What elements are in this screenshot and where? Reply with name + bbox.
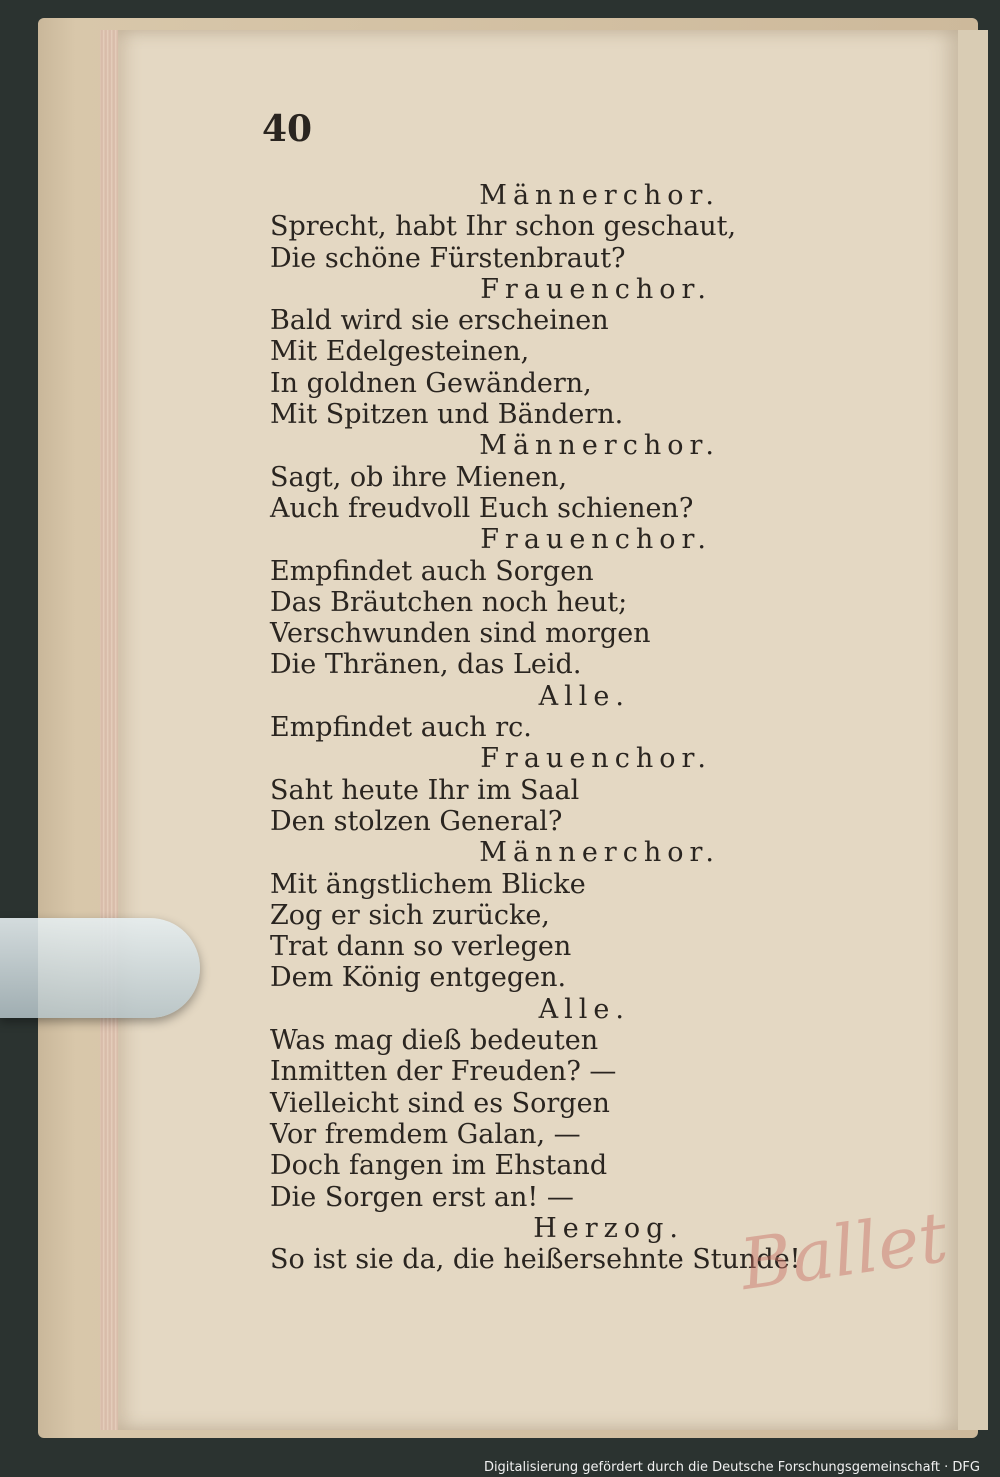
verse-line: Mit ängstlichem Blicke [270, 868, 586, 900]
speaker-label: Herzog. [533, 1212, 684, 1244]
verse-line: Vor fremdem Galan, — [270, 1118, 581, 1150]
verse-line: Was mag dieß bedeuten [270, 1025, 599, 1057]
verse-line: Empfindet auch Sorgen [270, 555, 594, 587]
speaker-label: Alle. [538, 680, 630, 712]
verse-line: Empfindet auch rc. [270, 712, 532, 744]
verse-line: Die Thränen, das Leid. [270, 649, 582, 681]
verse-line: Saht heute Ihr im Saal [270, 774, 580, 806]
verse-line: Das Bräutchen noch heut; [270, 586, 628, 618]
page-number: 40 [262, 108, 313, 150]
speaker-label: Männerchor. [479, 837, 720, 869]
verse-line: Sprecht, habt Ihr schon geschaut, [270, 211, 737, 243]
verse-line: In goldnen Gewändern, [270, 367, 592, 399]
speaker-label: Männerchor. [479, 430, 720, 462]
handwritten-stamp: Ballet [735, 1195, 953, 1307]
verse-line: Trat dann so verlegen [270, 931, 572, 963]
verse-line: Vielleicht sind es Sorgen [270, 1087, 610, 1119]
verse-line: Doch fangen im Ehstand [270, 1150, 608, 1182]
speaker-label: Männerchor. [479, 180, 720, 211]
verse-line: Die schöne Fürstenbraut? [270, 242, 626, 274]
verse-line: So ist sie da, die heißersehnte Stunde! [270, 1244, 801, 1276]
speaker-label: Frauenchor. [480, 743, 712, 775]
footer-credit: Digitalisierung gefördert durch die Deutsche Forschungsgemeinschaft · DFG [483, 1460, 980, 1475]
verse-line: Verschwunden sind morgen [270, 618, 651, 650]
facing-page-edge [958, 30, 988, 1430]
verse-line: Die Sorgen erst an! — [270, 1181, 574, 1213]
verse-line: Den stolzen General? [270, 805, 563, 837]
verse-line: Mit Spitzen und Bändern. [270, 399, 624, 431]
speaker-label: Frauenchor. [480, 524, 712, 556]
speaker-label: Alle. [538, 993, 630, 1025]
verse-line: Dem König entgegen. [270, 962, 567, 994]
verse-line: Inmitten der Freuden? — [270, 1056, 617, 1088]
page-clip-marker [0, 918, 200, 1018]
verse-line: Zog er sich zurücke, [270, 899, 550, 931]
verse-line: Sagt, ob ihre Mienen, [270, 461, 568, 493]
verse-line: Bald wird sie erscheinen [270, 305, 609, 337]
verse-line: Mit Edelgesteinen, [270, 336, 530, 368]
verse-line: Auch freudvoll Euch schienen? [270, 492, 694, 524]
libretto-text [270, 180, 801, 1276]
speaker-label: Frauenchor. [480, 273, 712, 305]
page-stack-edge [100, 30, 120, 1430]
